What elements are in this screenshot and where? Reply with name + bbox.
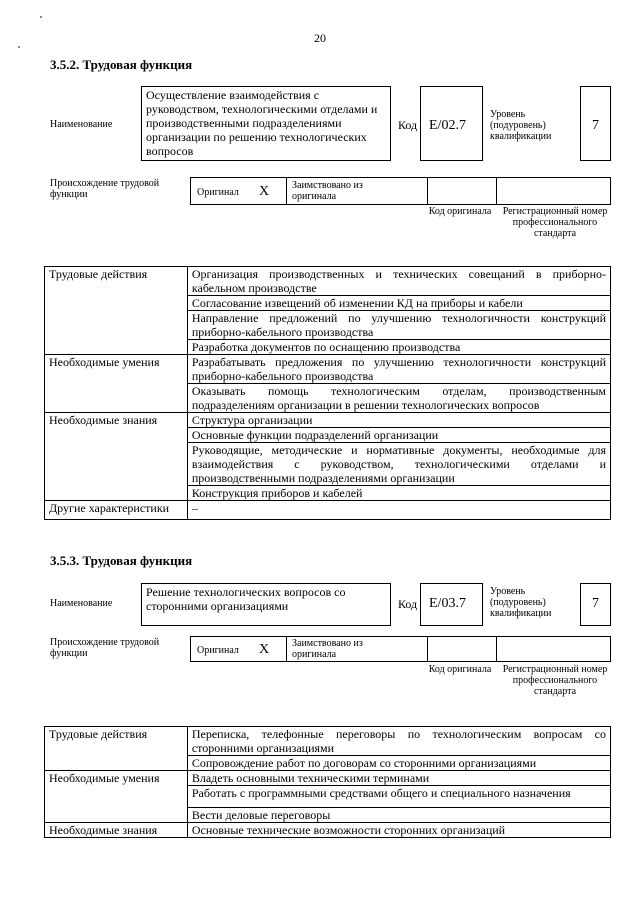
origin-label: Происхождение трудовой функции	[50, 637, 160, 659]
table-row	[45, 771, 611, 786]
name-label: Наименование	[50, 598, 113, 609]
borrowed-label: Заимствовано из оригинала	[292, 180, 363, 202]
row-label: Необходимые умения	[45, 355, 188, 413]
row-item: Разрабатывать предложения по улучшению технологичности конструкций приборно-кабельного производства	[187, 355, 610, 384]
row-item: Руководящие, методические и нормативные документы, необходимые для взаимодействия с руководством, технологическими отделами и производственными подразделениями организации	[187, 443, 610, 486]
page-number: 20	[314, 31, 326, 45]
row-label: Необходимые знания	[45, 823, 188, 838]
function-name: Осуществление взаимодействия с руководством, технологическими отделами и производственными подразделениями организации по решению технологических вопросов	[146, 88, 378, 158]
table-row	[45, 823, 611, 838]
row-item: Вести деловые переговоры	[187, 808, 610, 823]
row-label: Необходимые умения	[45, 771, 188, 823]
original-mark: X	[259, 642, 270, 657]
row-label: Другие характеристики	[45, 501, 188, 520]
row-item: Работать с программными средствами общего и специального назначения	[187, 786, 610, 808]
row-item: Владеть основными техническими терминами	[187, 771, 610, 786]
row-item: Направление предложений по улучшению технологичности конструкций приборно-кабельного производства	[187, 311, 610, 340]
divider	[286, 637, 287, 661]
table-row	[45, 727, 611, 756]
reg-number-label: Регистрационный номер профессионального стандарта	[502, 206, 608, 239]
code-value: E/02.7	[429, 118, 466, 133]
section-heading: 3.5.3. Трудовая функция	[50, 553, 193, 568]
divider	[427, 178, 428, 204]
table-row	[45, 267, 611, 296]
divider	[496, 178, 497, 204]
level-value: 7	[592, 118, 599, 133]
row-item: Оказывать помощь технологическим отделам, производственным подразделениям организации в решении технологических вопросов	[187, 384, 610, 413]
code-box	[420, 86, 483, 161]
scan-speck	[40, 16, 42, 18]
code-label: Код	[398, 118, 418, 132]
reg-number-label: Регистрационный номер профессионального стандарта	[502, 664, 608, 697]
level-label: Уровень (подуровень) квалификации	[490, 109, 552, 142]
row-item: Организация производственных и технических совещаний в приборно-кабельном производстве	[187, 267, 610, 296]
code-box	[420, 583, 483, 626]
row-label: Трудовые действия	[45, 267, 188, 355]
original-label: Оригинал	[197, 645, 239, 656]
origin-label: Происхождение трудовой функции	[50, 178, 160, 200]
row-item: Сопровождение работ по договорам со сторонними организациями	[187, 756, 610, 771]
code-value: E/03.7	[429, 596, 466, 611]
characteristics-table	[44, 266, 611, 520]
code-original-label: Код оригинала	[428, 206, 492, 217]
row-item: Основные функции подразделений организации	[187, 428, 610, 443]
scan-speck	[18, 46, 20, 48]
original-mark: X	[259, 184, 270, 199]
table-row	[45, 355, 611, 384]
level-value: 7	[592, 596, 599, 611]
level-label: Уровень (подуровень) квалификации	[490, 586, 552, 619]
name-label: Наименование	[50, 119, 113, 130]
row-label: Трудовые действия	[45, 727, 188, 771]
level-box	[580, 583, 611, 626]
origin-table	[190, 177, 611, 205]
table-row	[45, 413, 611, 428]
divider	[286, 178, 287, 204]
row-label: Необходимые знания	[45, 413, 188, 501]
origin-table	[190, 636, 611, 662]
divider	[427, 637, 428, 661]
row-item: Структура организации	[187, 413, 610, 428]
borrowed-label: Заимствовано из оригинала	[292, 638, 363, 660]
row-item: Конструкция приборов и кабелей	[187, 486, 610, 501]
function-name-box	[141, 583, 391, 626]
table-row	[45, 501, 611, 520]
section-heading: 3.5.2. Трудовая функция	[50, 57, 193, 72]
original-label: Оригинал	[197, 187, 239, 198]
row-item: –	[187, 501, 610, 520]
function-name: Решение технологических вопросов со сторонними организациями	[146, 585, 346, 613]
row-item: Основные технические возможности сторонних организаций	[187, 823, 610, 838]
code-label: Код	[398, 597, 418, 611]
code-original-label: Код оригинала	[428, 664, 492, 675]
characteristics-table	[44, 726, 611, 838]
row-item: Согласование извещений об изменении КД на приборы и кабели	[187, 296, 610, 311]
level-box	[580, 86, 611, 161]
row-item: Разработка документов по оснащению производства	[187, 340, 610, 355]
row-item: Переписка, телефонные переговоры по технологическим вопросам со сторонними организациями	[187, 727, 610, 756]
divider	[496, 637, 497, 661]
function-name-box	[141, 86, 391, 161]
